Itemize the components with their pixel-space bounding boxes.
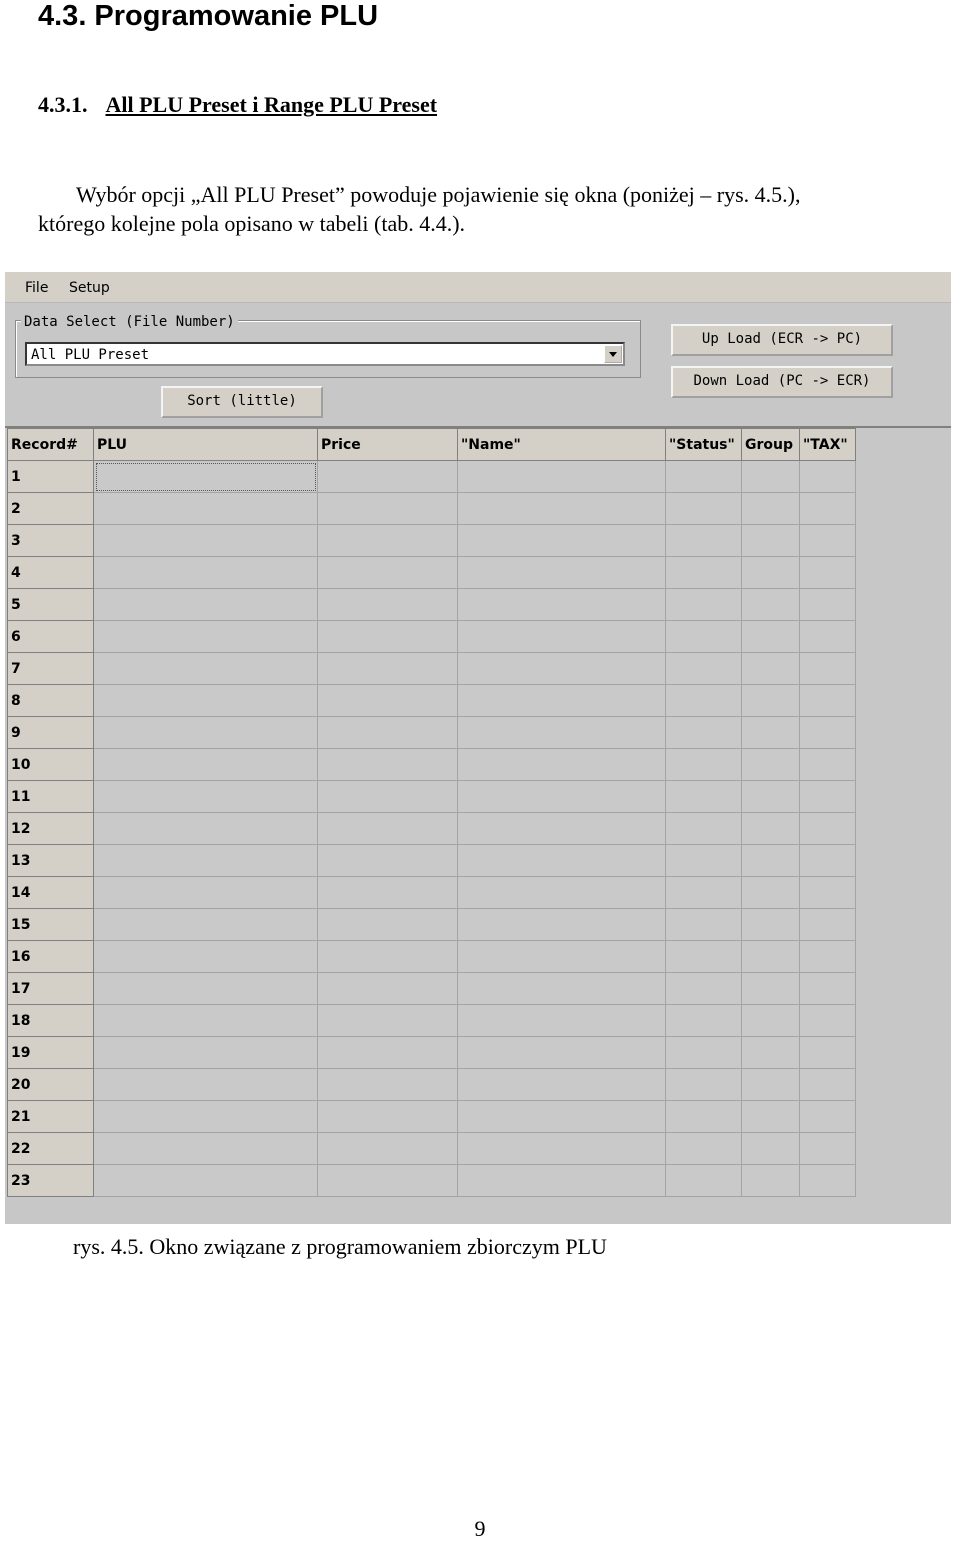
- grid-cell[interactable]: [800, 1165, 856, 1197]
- grid-cell[interactable]: [94, 717, 318, 749]
- grid-cell[interactable]: [458, 589, 666, 621]
- grid-cell[interactable]: [742, 941, 800, 973]
- plu-grid: [7, 428, 856, 1197]
- grid-cell[interactable]: [318, 653, 458, 685]
- grid-cell[interactable]: [318, 845, 458, 877]
- plu-grid-area: [5, 426, 951, 1224]
- grid-cell[interactable]: [94, 1069, 318, 1101]
- grid-cell[interactable]: [94, 973, 318, 1005]
- grid-cell[interactable]: [458, 1037, 666, 1069]
- grid-cell[interactable]: [94, 1037, 318, 1069]
- menu-bar: [5, 272, 951, 303]
- column-header[interactable]: PLU: [94, 429, 318, 461]
- table-row: [8, 557, 856, 589]
- grid-cell[interactable]: [800, 685, 856, 717]
- grid-cell[interactable]: [800, 621, 856, 653]
- table-row: [8, 653, 856, 685]
- grid-cell[interactable]: [318, 589, 458, 621]
- grid-cell[interactable]: [318, 685, 458, 717]
- download-button[interactable]: Down Load (PC -> ECR): [671, 366, 893, 398]
- table-row: [8, 1133, 856, 1165]
- paragraph-line-1: Wybór opcji „All PLU Preset” powoduje pojawienie się okna (poniżej – rys. 4.5.),: [76, 182, 801, 207]
- grid-cell[interactable]: [94, 685, 318, 717]
- grid-cell[interactable]: [458, 1133, 666, 1165]
- plu-program-window: [5, 272, 951, 1224]
- grid-cell[interactable]: [666, 973, 742, 1005]
- column-header[interactable]: Record#: [8, 429, 94, 461]
- grid-cell[interactable]: [666, 685, 742, 717]
- row-header[interactable]: 3: [8, 525, 94, 557]
- grid-cell[interactable]: [666, 653, 742, 685]
- table-row: [8, 845, 856, 877]
- subsection-heading: [38, 92, 437, 118]
- grid-cell[interactable]: [800, 653, 856, 685]
- row-header[interactable]: 17: [8, 973, 94, 1005]
- grid-cell[interactable]: [94, 653, 318, 685]
- grid-cell[interactable]: [666, 557, 742, 589]
- grid-cell[interactable]: [458, 1165, 666, 1197]
- row-header[interactable]: 12: [8, 813, 94, 845]
- grid-cell[interactable]: [742, 525, 800, 557]
- data-select-label: Data Select (File Number): [21, 314, 238, 330]
- row-header[interactable]: 13: [8, 845, 94, 877]
- grid-cell[interactable]: [742, 973, 800, 1005]
- grid-cell[interactable]: [800, 493, 856, 525]
- row-header[interactable]: 19: [8, 1037, 94, 1069]
- grid-cell[interactable]: [318, 1069, 458, 1101]
- grid-cell[interactable]: [318, 1005, 458, 1037]
- table-row: [8, 941, 856, 973]
- data-select-value: All PLU Preset: [31, 347, 150, 363]
- grid-cell[interactable]: [458, 877, 666, 909]
- grid-cell[interactable]: [458, 685, 666, 717]
- row-header[interactable]: 6: [8, 621, 94, 653]
- figure-caption: rys. 4.5. Okno związane z programowaniem zbiorczym PLU: [73, 1234, 607, 1259]
- grid-cell[interactable]: [666, 813, 742, 845]
- table-row: [8, 589, 856, 621]
- table-row: [8, 1165, 856, 1197]
- grid-cell[interactable]: [94, 909, 318, 941]
- grid-cell[interactable]: [318, 525, 458, 557]
- grid-cell[interactable]: [666, 589, 742, 621]
- grid-cell[interactable]: [458, 1101, 666, 1133]
- grid-cell[interactable]: [458, 909, 666, 941]
- upload-button[interactable]: Up Load (ECR -> PC): [671, 324, 893, 356]
- grid-cell[interactable]: [94, 1005, 318, 1037]
- table-row: [8, 1101, 856, 1133]
- grid-cell[interactable]: [94, 589, 318, 621]
- grid-cell[interactable]: [800, 909, 856, 941]
- grid-cell[interactable]: [742, 749, 800, 781]
- data-select-combo[interactable]: [25, 342, 625, 366]
- row-header[interactable]: 4: [8, 557, 94, 589]
- grid-cell[interactable]: [742, 653, 800, 685]
- grid-cell[interactable]: [458, 973, 666, 1005]
- section-heading: 4.3. Programowanie PLU: [38, 0, 379, 32]
- grid-cell[interactable]: [318, 813, 458, 845]
- table-row: [8, 621, 856, 653]
- table-row: [8, 525, 856, 557]
- row-header[interactable]: 20: [8, 1069, 94, 1101]
- grid-cell[interactable]: [666, 781, 742, 813]
- grid-cell[interactable]: [666, 1037, 742, 1069]
- grid-cell[interactable]: [318, 461, 458, 493]
- grid-cell[interactable]: [318, 1133, 458, 1165]
- grid-cell[interactable]: [800, 813, 856, 845]
- table-row: [8, 909, 856, 941]
- menu-setup[interactable]: Setup: [69, 280, 110, 296]
- column-header[interactable]: "TAX": [800, 429, 856, 461]
- grid-cell[interactable]: [742, 877, 800, 909]
- grid-cell[interactable]: [94, 525, 318, 557]
- grid-cell[interactable]: [742, 557, 800, 589]
- sort-button[interactable]: Sort (little): [161, 386, 323, 418]
- grid-cell[interactable]: [742, 845, 800, 877]
- grid-cell[interactable]: [458, 1005, 666, 1037]
- grid-cell[interactable]: [458, 653, 666, 685]
- grid-cell[interactable]: [800, 1101, 856, 1133]
- grid-cell[interactable]: [742, 1069, 800, 1101]
- grid-cell[interactable]: [94, 845, 318, 877]
- row-header[interactable]: 23: [8, 1165, 94, 1197]
- column-header[interactable]: Price: [318, 429, 458, 461]
- row-header[interactable]: 21: [8, 1101, 94, 1133]
- grid-cell[interactable]: [666, 461, 742, 493]
- grid-cell[interactable]: [800, 845, 856, 877]
- column-header[interactable]: Group: [742, 429, 800, 461]
- grid-cell[interactable]: [742, 813, 800, 845]
- paragraph-line-2: którego kolejne pola opisano w tabeli (tab. 4.4.).: [38, 211, 466, 236]
- row-header[interactable]: 16: [8, 941, 94, 973]
- table-row: [8, 685, 856, 717]
- grid-cell[interactable]: [742, 1005, 800, 1037]
- grid-cell[interactable]: [94, 813, 318, 845]
- grid-cell[interactable]: [742, 781, 800, 813]
- grid-cell[interactable]: [318, 941, 458, 973]
- grid-cell[interactable]: [458, 557, 666, 589]
- row-header[interactable]: 11: [8, 781, 94, 813]
- grid-cell[interactable]: [458, 621, 666, 653]
- grid-cell[interactable]: [666, 493, 742, 525]
- menu-file[interactable]: File: [25, 280, 49, 296]
- grid-cell[interactable]: [666, 1005, 742, 1037]
- grid-cell[interactable]: [318, 1101, 458, 1133]
- grid-cell[interactable]: [666, 717, 742, 749]
- grid-cell[interactable]: [94, 941, 318, 973]
- grid-cell[interactable]: [666, 1101, 742, 1133]
- row-header[interactable]: 7: [8, 653, 94, 685]
- grid-cell[interactable]: [800, 781, 856, 813]
- grid-cell[interactable]: [666, 749, 742, 781]
- grid-cell[interactable]: [94, 1165, 318, 1197]
- grid-cell[interactable]: [800, 749, 856, 781]
- grid-cell[interactable]: [742, 461, 800, 493]
- table-row: [8, 493, 856, 525]
- grid-cell[interactable]: [318, 781, 458, 813]
- row-header[interactable]: 1: [8, 461, 94, 493]
- grid-cell[interactable]: [666, 621, 742, 653]
- page-number: 9: [474, 1516, 486, 1541]
- table-row: [8, 749, 856, 781]
- row-header[interactable]: 2: [8, 493, 94, 525]
- grid-cell[interactable]: [458, 717, 666, 749]
- grid-cell[interactable]: [800, 1133, 856, 1165]
- row-header[interactable]: 15: [8, 909, 94, 941]
- grid-cell[interactable]: [458, 813, 666, 845]
- table-row: [8, 813, 856, 845]
- grid-cell[interactable]: [318, 973, 458, 1005]
- grid-cell[interactable]: [318, 909, 458, 941]
- column-header[interactable]: "Name": [458, 429, 666, 461]
- grid-cell[interactable]: [742, 621, 800, 653]
- table-row: [8, 781, 856, 813]
- grid-cell[interactable]: [800, 717, 856, 749]
- grid-cell[interactable]: [742, 589, 800, 621]
- grid-cell[interactable]: [800, 973, 856, 1005]
- subsection-title: All PLU Preset i Range PLU Preset: [105, 92, 438, 117]
- grid-cell[interactable]: [94, 461, 318, 493]
- grid-cell[interactable]: [742, 717, 800, 749]
- grid-cell[interactable]: [742, 1133, 800, 1165]
- grid-cell[interactable]: [666, 1069, 742, 1101]
- grid-cell[interactable]: [94, 1101, 318, 1133]
- intro-paragraph: [38, 180, 938, 238]
- grid-cell[interactable]: [800, 461, 856, 493]
- grid-cell[interactable]: [666, 941, 742, 973]
- grid-cell[interactable]: [318, 493, 458, 525]
- grid-cell[interactable]: [666, 909, 742, 941]
- grid-cell[interactable]: [800, 1037, 856, 1069]
- grid-cell[interactable]: [94, 1133, 318, 1165]
- chevron-down-icon[interactable]: [604, 345, 622, 363]
- grid-cell[interactable]: [94, 877, 318, 909]
- grid-cell[interactable]: [458, 845, 666, 877]
- table-row: [8, 1037, 856, 1069]
- table-row: [8, 973, 856, 1005]
- grid-cell[interactable]: [742, 1037, 800, 1069]
- grid-cell[interactable]: [458, 525, 666, 557]
- grid-cell[interactable]: [800, 557, 856, 589]
- grid-cell[interactable]: [666, 1165, 742, 1197]
- table-row: [8, 1005, 856, 1037]
- grid-cell[interactable]: [458, 941, 666, 973]
- grid-cell[interactable]: [458, 1069, 666, 1101]
- grid-cell[interactable]: [318, 1037, 458, 1069]
- grid-cell[interactable]: [800, 1005, 856, 1037]
- grid-cell[interactable]: [94, 781, 318, 813]
- grid-cell[interactable]: [94, 493, 318, 525]
- grid-cell[interactable]: [318, 1165, 458, 1197]
- table-row: [8, 877, 856, 909]
- grid-cell[interactable]: [318, 717, 458, 749]
- grid-cell[interactable]: [458, 493, 666, 525]
- table-row: [8, 717, 856, 749]
- grid-cell[interactable]: [666, 525, 742, 557]
- grid-cell[interactable]: [458, 461, 666, 493]
- grid-cell[interactable]: [318, 877, 458, 909]
- grid-cell[interactable]: [742, 685, 800, 717]
- row-header[interactable]: 5: [8, 589, 94, 621]
- column-header[interactable]: "Status": [666, 429, 742, 461]
- subsection-number: 4.3.1.: [38, 92, 88, 117]
- row-header[interactable]: 22: [8, 1133, 94, 1165]
- grid-cell[interactable]: [800, 589, 856, 621]
- grid-cell[interactable]: [458, 781, 666, 813]
- grid-cell[interactable]: [800, 525, 856, 557]
- table-row: [8, 1069, 856, 1101]
- grid-cell[interactable]: [800, 877, 856, 909]
- grid-cell[interactable]: [318, 557, 458, 589]
- grid-cell[interactable]: [742, 493, 800, 525]
- grid-cell[interactable]: [742, 1165, 800, 1197]
- row-header[interactable]: 10: [8, 749, 94, 781]
- grid-cell[interactable]: [742, 1101, 800, 1133]
- grid-cell[interactable]: [666, 845, 742, 877]
- grid-cell[interactable]: [458, 749, 666, 781]
- table-row: [8, 461, 856, 493]
- grid-cell[interactable]: [94, 557, 318, 589]
- row-header[interactable]: 18: [8, 1005, 94, 1037]
- grid-cell[interactable]: [666, 877, 742, 909]
- grid-cell[interactable]: [800, 1069, 856, 1101]
- grid-cell[interactable]: [94, 621, 318, 653]
- grid-cell[interactable]: [742, 909, 800, 941]
- grid-cell[interactable]: [318, 749, 458, 781]
- grid-cell[interactable]: [318, 621, 458, 653]
- grid-cell[interactable]: [800, 941, 856, 973]
- row-header[interactable]: 14: [8, 877, 94, 909]
- grid-cell[interactable]: [94, 749, 318, 781]
- row-header[interactable]: 8: [8, 685, 94, 717]
- row-header[interactable]: 9: [8, 717, 94, 749]
- grid-cell[interactable]: [666, 1133, 742, 1165]
